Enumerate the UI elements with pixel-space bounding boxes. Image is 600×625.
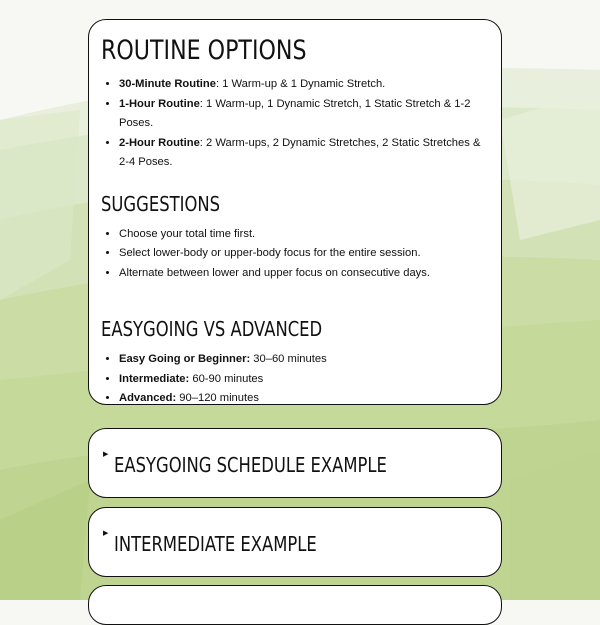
list-item-label: 1-Hour Routine [119, 97, 200, 110]
list-item-text: : 1 Warm-up & 1 Dynamic Stretch. [215, 78, 386, 90]
next-accordion-partial[interactable] [88, 585, 502, 625]
accordion-title: INTERMEDIATE EXAMPLE [114, 532, 318, 556]
easygoing-schedule-accordion[interactable] [88, 428, 502, 498]
caret-right-icon: ▶ [103, 451, 109, 458]
list-item-text: 30–60 minutes [250, 353, 327, 365]
list-item: • Alternate between lower and upper focus on consecutive days. [119, 264, 489, 284]
list-item [119, 134, 489, 173]
list-item-text: 90–120 minutes [176, 392, 259, 404]
list-item-text: 60-90 minutes [189, 372, 264, 385]
levels-list [101, 350, 489, 409]
list-item: • Choose your total time first. [119, 225, 489, 245]
list-item [119, 370, 489, 390]
routine-options-list [101, 75, 489, 173]
list-item [119, 75, 489, 95]
accordion-title: EASYGOING SCHEDULE EXAMPLE [114, 453, 388, 477]
list-item [119, 389, 489, 409]
list-item-label: Advanced: [119, 392, 177, 404]
caret-right-icon: ▶ [103, 530, 109, 537]
list-item-label: Easy Going or Beginner: [119, 353, 251, 365]
list-item-text: : 1 Warm-up, 1 Dynamic Stretch, 1 Static Stretch & 1-2 Poses. [119, 97, 471, 129]
intermediate-example-accordion[interactable] [88, 507, 502, 577]
list-item [119, 350, 489, 370]
list-item-label: 2-Hour Routine [119, 136, 200, 149]
suggestions-heading: SUGGESTIONS [101, 191, 221, 216]
list-item: • Select lower-body or upper-body focus for the entire session. [119, 244, 489, 264]
suggestions-list [101, 225, 489, 284]
routine-info-card [88, 19, 502, 405]
list-item-label: Intermediate: [119, 372, 190, 385]
levels-heading: EASYGOING VS ADVANCED [101, 317, 323, 341]
list-item [119, 95, 489, 134]
list-item-text: : 2 Warm-ups, 2 Dynamic Stretches, 2 Static Stretches & 2-4 Poses. [119, 136, 481, 168]
list-item-label: 30-Minute Routine [119, 78, 216, 90]
routine-options-heading: ROUTINE OPTIONS [101, 35, 307, 66]
